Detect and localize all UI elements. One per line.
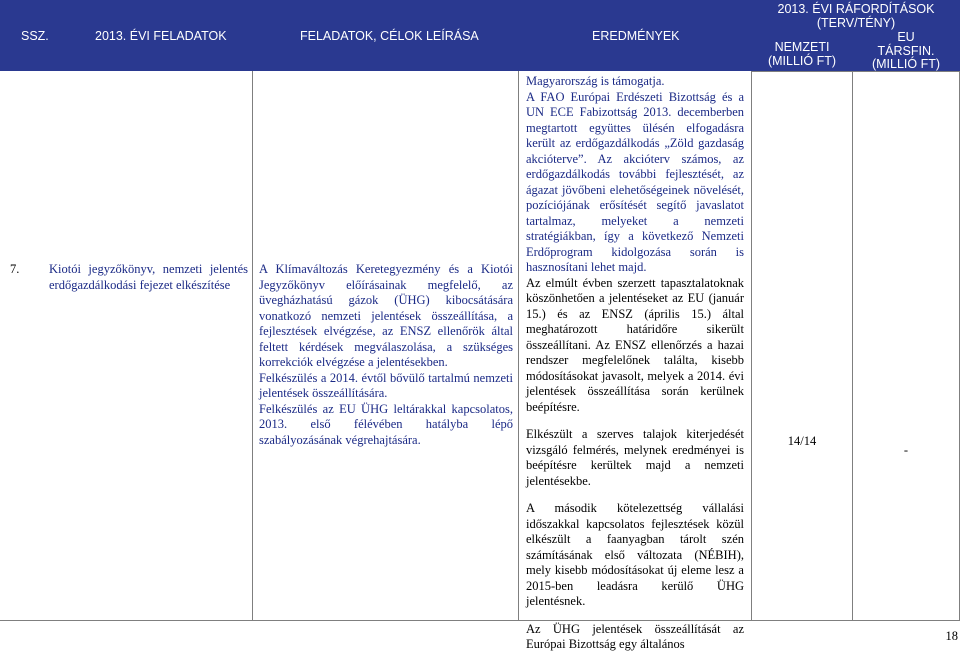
- column-divider: [518, 71, 519, 620]
- header-costs-title: 2013. ÉVI RÁFORDÍTÁSOK: [777, 2, 935, 16]
- header-task-description: FELADATOK, CÉLOK LEÍRÁSA: [300, 29, 479, 43]
- header-eu-cofinancing: TÁRSFIN.: [877, 44, 935, 58]
- header-eu-unit: (MILLIÓ FT): [871, 57, 941, 71]
- result-paragraph: Az elmúlt évben szerzett tapasztalatoknak köszönhetően a jelentéseket az EU (január 15.) és az ENSZ (április 15.) által meghatározott határidőre sikerült összeállítani. Az ENSZ ellenőrzés a hazai rendszer megfelelőnek találta, kisebb módosításokat javasolt, melyek a 2014. évi jelentések összeállítása során kerülnek beépítésre.: [526, 275, 744, 414]
- header-year-tasks: 2013. ÉVI FELADATOK: [95, 29, 227, 43]
- header-national: NEMZETI: [774, 40, 830, 54]
- result-paragraph: Elkészült a szerves talajok kiterjedését vizsgáló felmérés, melynek eredményei is beépítésre kerültek majd a nemzeti jelentésekbe.: [526, 427, 744, 488]
- national-cost: 14/14: [787, 434, 817, 448]
- row-divider: [752, 71, 960, 72]
- task-description: [259, 262, 513, 448]
- eu-cost: -: [903, 443, 909, 457]
- row-number: 7.: [10, 262, 20, 276]
- column-divider: [751, 71, 752, 620]
- page-number: 18: [945, 629, 958, 643]
- row-divider: [0, 620, 960, 621]
- description-paragraph: Felkészülés a 2014. évtől bővülő tartalmú nemzeti jelentések összeállítására.: [259, 370, 513, 400]
- results-text: [526, 74, 744, 653]
- result-paragraph: A FAO Európai Erdészeti Bizottság és a UN ECE Fabizottság 2013. decemberben megtartott együttes ülésén elfogadásra került az erdőgazdálkodás „Zöld gazdaság akcióterve”. Az akcióterv számos, az erdőgazdálkodás további fejlesztését, az ágazat jövőbeni elehetőségeinek növelését, pozíciójának erősítését segítő javaslatot tartalmaz, melyeket a nemzeti stratégiákban, így a következő Nemzeti Erdőprogram kidolgozása során is hasznosítani lehet majd.: [526, 89, 744, 274]
- column-divider: [852, 71, 853, 620]
- task-name: Kiotói jegyzőkönyv, nemzeti jelentés erdőgazdálkodási fejezet elkészítése: [49, 262, 248, 292]
- table-header: [0, 0, 960, 71]
- result-paragraph: A második kötelezettség vállalási időszakkal kapcsolatos fejlesztések közül elkészült a faanyagban tárolt szén számításának első változata (NÉBIH), mely kisebb módosításokat új eleme lesz a 2015-ben leadásra kerülő ÜHG jelentésnek.: [526, 501, 744, 608]
- header-eu: EU: [897, 30, 915, 44]
- header-national-unit: (MILLIÓ FT): [767, 54, 837, 68]
- column-divider: [252, 71, 253, 620]
- result-paragraph: Magyarország is támogatja.: [526, 74, 665, 88]
- header-costs-subtitle: (TERV/TÉNY): [816, 16, 896, 30]
- description-paragraph: Felkészülés az EU ÜHG leltárakkal kapcsolatos, 2013. első félévében hatályba lépő szabályozásának végrehajtására.: [259, 401, 513, 447]
- description-paragraph: A Klímaváltozás Keretegyezmény és a Kiotói Jegyzőkönyv előírásainak megfelelő, az üvegházhatású gázok (ÜHG) kibocsátására vonatkozó nemzeti jelentések összeállítása, a fejlesztések elvégzése, az ENSZ ellenőrök által feltett kérdések megválaszolása, a szükséges korrekciók elvégzése a jelentésekben.: [259, 262, 513, 369]
- header-ssz: SSZ.: [21, 29, 49, 43]
- header-results: EREDMÉNYEK: [592, 29, 680, 43]
- result-paragraph: Az ÜHG jelentések összeállítását az Európai Bizottság egy általános: [526, 621, 744, 651]
